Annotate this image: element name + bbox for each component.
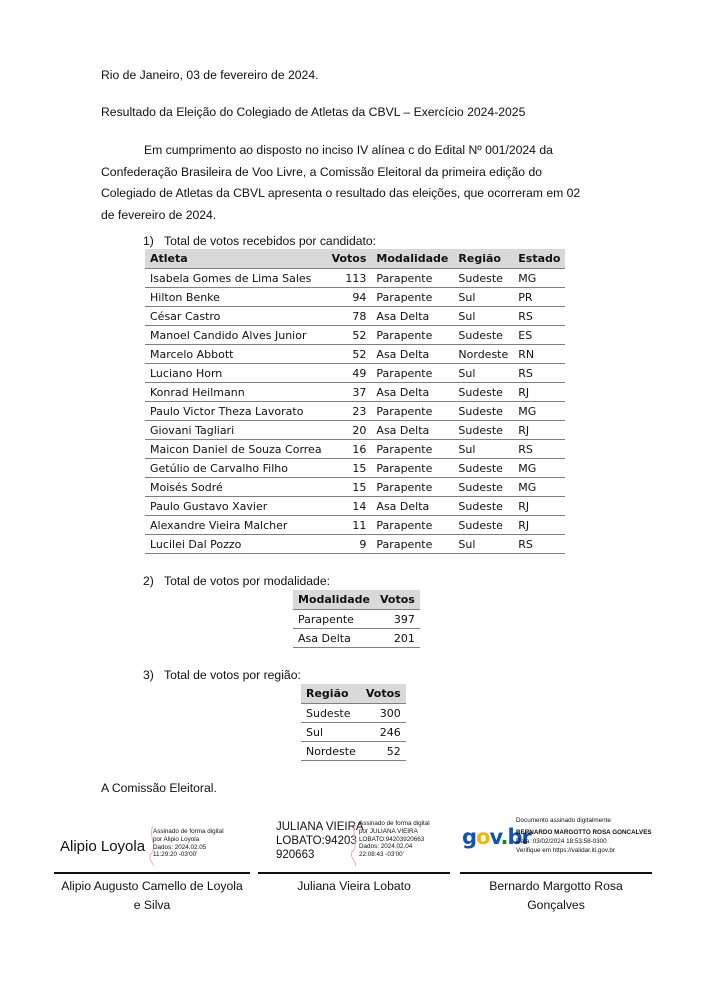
table-row [293,610,420,629]
column-header-modality: Modalidade [371,249,453,269]
table-cell: MG [513,269,565,288]
table-cell: Konrad Heilmann [145,383,327,402]
table-cell: Sudeste [453,421,513,440]
signature-1-stamp [153,828,224,859]
table-cell: Sudeste [453,497,513,516]
table-row [145,459,565,478]
table-cell: 52 [327,326,372,345]
table-cell: Sudeste [453,402,513,421]
table-row [301,704,406,723]
column-header-modality: Modalidade [293,590,375,610]
table-row [145,364,565,383]
table-cell: Lucilei Dal Pozzo [145,535,327,554]
table-cell: MG [513,478,565,497]
table-cell: Sul [453,535,513,554]
signature-2-stamp [359,820,430,859]
section-number: 1) [143,234,154,248]
stamp-line: por Alipio Loyola [153,835,200,843]
stamp-line: Verifique em https://validar.iti.gov.br [516,847,615,854]
table-cell: Sul [453,364,513,383]
table-cell: 23 [327,402,372,421]
table-cell: Isabela Gomes de Lima Sales [145,269,327,288]
column-header-votes: Votos [361,684,406,704]
table-cell: 37 [327,383,372,402]
column-header-region: Região [453,249,513,269]
stamp-line: BERNARDO MARGOTTO ROSA GONCALVES [516,829,652,836]
table-cell: Sul [301,723,361,742]
table-cell: Sudeste [453,459,513,478]
region-votes-table [301,684,406,761]
table-cell: Sudeste [301,704,361,723]
table-cell: Nordeste [301,742,361,761]
table-cell: RJ [513,497,565,516]
table-cell: Luciano Horn [145,364,327,383]
table-cell: 397 [375,610,420,629]
table-cell: Parapente [371,440,453,459]
table-row [145,269,565,288]
stamp-line: Data: 03/02/2024 18:53:58-0300 [516,838,607,845]
table-row [145,497,565,516]
table-cell: Marcelo Abbott [145,345,327,364]
table-cell: 78 [327,307,372,326]
table-cell: 52 [361,742,406,761]
table-cell: Sudeste [453,516,513,535]
section-3-title [143,668,301,682]
table-cell: Maicon Daniel de Souza Correa [145,440,327,459]
table-row [145,307,565,326]
table-cell: Sul [453,307,513,326]
signature-1-rule [54,872,250,874]
table-row [145,383,565,402]
table-cell: 113 [327,269,372,288]
gov-br-logo-text: gov.br [462,825,531,849]
signature-name-line: LOBATO:94203 [276,835,357,847]
table-row [145,421,565,440]
table-cell: Asa Delta [371,383,453,402]
table-cell: RJ [513,516,565,535]
table-cell: Asa Delta [371,345,453,364]
signature-1-name: Alipio Loyola [60,838,146,855]
date-line: Rio de Janeiro, 03 de fevereiro de 2024. [101,68,319,82]
stamp-line: Assinado de forma digital [359,820,430,827]
section-1-title [143,234,376,248]
section-label: Total de votos recebidos por candidato: [164,234,377,248]
table-cell: Parapente [371,459,453,478]
table-cell: Parapente [371,402,453,421]
document-subject: Resultado da Eleição do Colegiado de Atletas da CBVL – Exercício 2024-2025 [101,105,526,119]
section-2-title [143,574,330,588]
table-cell: Moisés Sodré [145,478,327,497]
stamp-line: LOBATO:94203920663 [359,835,425,843]
column-header-state: Estado [513,249,565,269]
signature-2-printed-name [258,877,450,896]
signature-3-stamp [516,816,652,855]
table-row [145,516,565,535]
table-row [293,629,420,648]
printed-name-line: e Silva [133,897,171,912]
table-cell: RS [513,307,565,326]
table-cell: Parapente [371,326,453,345]
closing-line: A Comissão Eleitoral. [101,781,217,795]
table-cell: 94 [327,288,372,307]
table-cell: 201 [375,629,420,648]
stamp-line: Assinado de forma digital [153,828,224,835]
table-cell: 15 [327,478,372,497]
table-cell: ES [513,326,565,345]
table-row [145,478,565,497]
intro-line: Em cumprimento ao disposto no inciso IV alínea c do Edital Nº 001/2024 da [144,143,553,157]
signature-name-line: JULIANA VIEIRA [276,821,364,833]
section-number: 2) [143,574,154,588]
table-cell: Asa Delta [371,497,453,516]
printed-name-line: Alipio Augusto Camello de Loyola [61,879,243,893]
table-cell: Parapente [371,478,453,497]
table-cell: 14 [327,497,372,516]
table-row [301,742,406,761]
table-cell: Paulo Victor Theza Lavorato [145,402,327,421]
table-cell: MG [513,402,565,421]
table-cell: 52 [327,345,372,364]
stamp-line: Documento assinado digitalmente [516,817,611,824]
intro-paragraph [101,140,601,226]
table-cell: Sudeste [453,383,513,402]
table-cell: MG [513,459,565,478]
signature-3-printed-name [460,877,652,914]
table-cell: Hilton Benke [145,288,327,307]
intro-line: Colegiado de Atletas da CBVL apresenta o resultado das eleições, que ocorreram em 02 [101,186,581,200]
intro-line: de fevereiro de 2024. [101,207,217,222]
table-cell: Sul [453,440,513,459]
column-header-athlete: Atleta [145,249,327,269]
table-cell: Asa Delta [293,629,375,648]
table-cell: Sudeste [453,269,513,288]
table-cell: RJ [513,383,565,402]
table-cell: Asa Delta [371,307,453,326]
printed-name-line: Bernardo Margotto Rosa [489,879,623,893]
table-cell: RS [513,535,565,554]
stamp-line: Dados: 2024.02.05 [153,843,207,851]
table-cell: Paulo Gustavo Xavier [145,497,327,516]
column-header-votes: Votos [375,590,420,610]
signature-1-printed-name [54,877,250,914]
table-cell: Parapente [371,516,453,535]
table-cell: Parapente [371,288,453,307]
printed-name-line: Gonçalves [527,897,585,912]
table-cell: Getúlio de Carvalho Filho [145,459,327,478]
table-cell: RS [513,364,565,383]
section-label: Total de votos por modalidade: [164,574,330,588]
table-cell: Manoel Candido Alves Junior [145,326,327,345]
table-cell: Asa Delta [371,421,453,440]
table-row [145,345,565,364]
intro-line: Confederação Brasileira de Voo Livre, a Comissão Eleitoral da primeira edição do [101,164,543,179]
table-header-row [145,249,565,269]
table-cell: 49 [327,364,372,383]
table-row [145,402,565,421]
table-cell: RN [513,345,565,364]
table-cell: Nordeste [453,345,513,364]
table-cell: 300 [361,704,406,723]
table-row [145,440,565,459]
table-cell: PR [513,288,565,307]
candidate-votes-table [145,249,565,554]
table-cell: Sudeste [453,326,513,345]
table-cell: Parapente [293,610,375,629]
modality-votes-table [293,590,420,648]
stamp-line: por JULIANA VIEIRA [359,827,418,835]
table-cell: RS [513,440,565,459]
table-cell: Parapente [371,269,453,288]
table-row [145,288,565,307]
stamp-line: 11:29:20 -03'00' [153,851,198,859]
table-cell: Giovani Tagliari [145,421,327,440]
table-header-row [293,590,420,610]
table-cell: Parapente [371,535,453,554]
table-header-row [301,684,406,704]
section-label: Total de votos por região: [164,668,301,682]
table-cell: Sudeste [453,478,513,497]
signature-3-rule [460,872,652,874]
table-cell: 16 [327,440,372,459]
table-cell: 9 [327,535,372,554]
signature-name-line: 920663 [276,849,315,861]
table-cell: Alexandre Vieira Malcher [145,516,327,535]
column-header-region: Região [301,684,361,704]
table-cell: RJ [513,421,565,440]
table-cell: Sul [453,288,513,307]
table-cell: 20 [327,421,372,440]
table-cell: 246 [361,723,406,742]
stamp-line: 22:08:43 -03'00' [359,851,404,859]
table-row [145,326,565,345]
table-cell: Parapente [371,364,453,383]
table-row [301,723,406,742]
section-number: 3) [143,668,154,682]
column-header-votes: Votos [327,249,372,269]
table-row [145,535,565,554]
signature-2-rule [258,872,450,874]
table-cell: César Castro [145,307,327,326]
table-cell: 11 [327,516,372,535]
printed-name-line: Juliana Vieira Lobato [297,879,411,893]
table-cell: 15 [327,459,372,478]
stamp-line: Dados: 2024.02.04 [359,843,413,851]
